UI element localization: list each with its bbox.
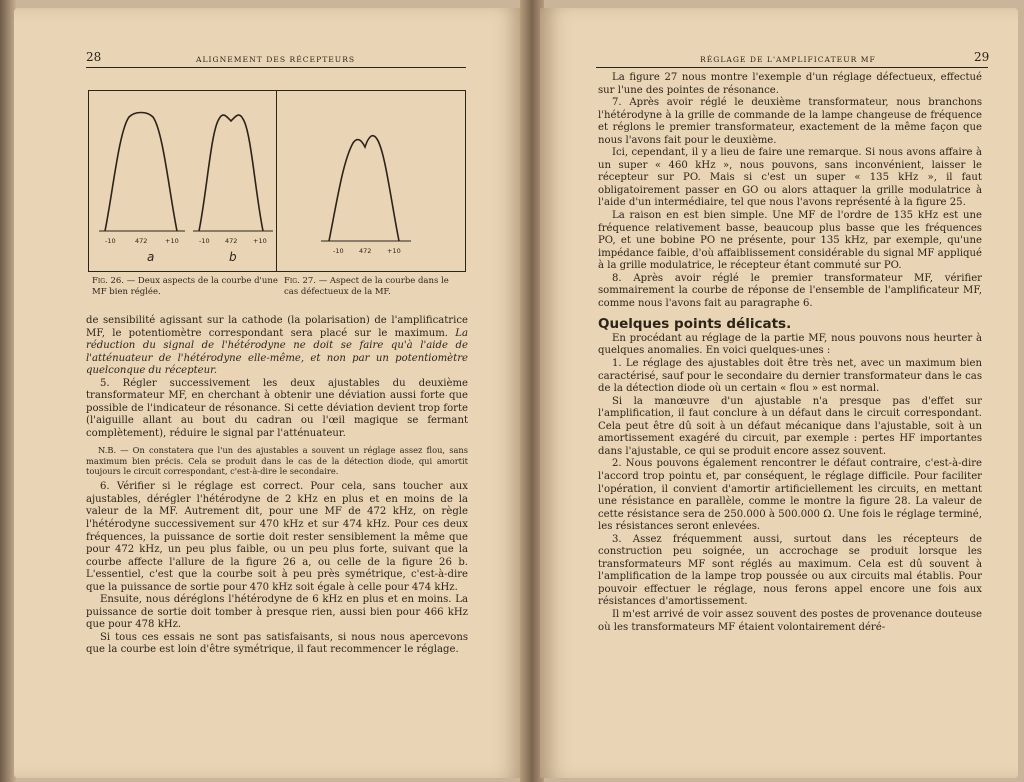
paragraph: La figure 27 nous montre l'exemple d'un réglage défectueux, effectué sur l'une des pointes de résonance. — [598, 72, 982, 96]
figure-27-caption — [284, 276, 464, 298]
page-number: 28 — [86, 50, 102, 64]
nb-note: N.B. — On constatera que l'un des ajustables a souvent un réglage assez flou, sans maximum bien précis. Cela se produit dans le cas de la détection diode, qui amortit toujours le circuit correspondant, c'est-à-dire le secondaire. — [86, 445, 468, 477]
header-rule — [596, 67, 988, 68]
curve-26a — [99, 113, 185, 232]
running-head: RÉGLAGE DE L'AMPLIFICATEUR MF — [700, 55, 876, 64]
axis-tick: 472 — [135, 237, 148, 245]
figure-26-caption — [92, 276, 278, 298]
caption-label: Fig. 27. — [284, 276, 316, 286]
axis-tick: 472 — [225, 237, 238, 245]
paragraph: Ici, cependant, il y a lieu de faire une remarque. Si nous avons affaire à un super « 460 kHz », nous pouvons, sans inconvénient, laisser le récepteur sur PO. Mais si c'est un super « 135 kHz », il faut obligatoirement passer en GO ou alors attaquer la grille modulatrice à l'aide d'un intermédiaire, tel que nous l'avons représenté à la figure 25. — [598, 147, 982, 209]
axis-tick: +10 — [253, 237, 267, 245]
italic-run: La réduction du signal de l'hétérodyne ne doit se faire qu'à l'aide de l'atténuateur de l'hétérodyne elle-même, et non par un potentiomètre quelconque du récepteur. — [86, 327, 468, 377]
paragraph: 7. Après avoir réglé le deuxième transformateur, nous branchons l'hétérodyne à la grille de commande de la lampe changeuse de fréquence et réglons le premier transformateur, exactement de la même façon que nous l'avons fait pour le deuxième. — [598, 97, 982, 146]
paragraph — [86, 315, 468, 378]
caption-text: — Aspect de la courbe dans le cas défectueux de la MF. — [284, 276, 449, 297]
axis-tick: -10 — [333, 247, 344, 255]
panel-a-label: a — [147, 250, 155, 264]
paragraph: 3. Assez fréquemment aussi, surtout dans les récepteurs de construction peu soignée, un accrochage se produit lorsque les transformateurs MF sont réglés au maximum. Cela est dû souvent à l'amplification de la lampe trop poussée ou aux circuits mal établis. Pour pouvoir effectuer le réglage, nous ferons appel encore une fois aux résistances d'amortissement. — [598, 533, 982, 608]
right-body-text — [598, 72, 982, 634]
section-heading: Quelques points délicats. — [598, 316, 792, 333]
paragraph: 6. Vérifier si le réglage est correct. Pour cela, sans toucher aux ajustables, dérégler l'hétérodyne de 2 kHz en plus et en moins de la valeur de la MF. Autrement dit, pour une MF de 472 kHz, on règle l'hétérodyne successivement sur 470 kHz et sur 474 kHz. Pour ces deux fréquences, la puissance de sortie doit rester sensiblement la même que pour 472 kHz, un peu plus faible, ou un peu plus forte, suivant que la courbe affecte l'allure de la figure 26 a, ou celle de la figure 26 b. L'essentiel, c'est que la courbe soit à peu près symétrique, c'est-à-dire que la puissance de sortie pour 470 kHz soit égale à celle pour 474 kHz. — [86, 481, 468, 593]
header-rule — [86, 67, 466, 68]
curve-26b — [193, 115, 273, 231]
paragraph: 2. Nous pouvons également rencontrer le défaut contraire, c'est-à-dire l'accord trop pointu et, par conséquent, le réglage difficile. Pour faciliter l'opération, il convient d'amortir artificiellement les circuits, en mettant une résistance en parallèle, comme le montre la figure 28. La valeur de cette résistance sera de 250.000 à 500.000 Ω. Une fois le réglage terminé, les résistances seront enlevées. — [598, 458, 982, 533]
paragraph: 1. Le réglage des ajustables doit être très net, avec un maximum bien caractérisé, sauf pour le secondaire du dernier transformateur dans le cas de la détection diode où un certain « flou » est normal. — [598, 358, 982, 395]
left-body-text — [86, 315, 468, 657]
panel-b-label: b — [229, 250, 237, 264]
caption-text: — Deux aspects de la courbe d'une MF bien réglée. — [92, 276, 278, 297]
curve-27 — [321, 136, 411, 241]
paragraph: En procédant au réglage de la partie MF, nous pouvons nous heurter à quelques anomalies. En voici quelques-unes : — [598, 332, 982, 357]
running-head: ALIGNEMENT DES RÉCEPTEURS — [196, 55, 356, 64]
axis-tick: +10 — [387, 247, 401, 255]
caption-label: Fig. 26. — [92, 276, 124, 286]
paragraph: Si tous ces essais ne sont pas satisfaisants, si nous nous apercevons que la courbe est loin d'être symétrique, il faut recommencer le réglage. — [86, 631, 468, 656]
right-page — [540, 8, 1018, 778]
paragraph: Ensuite, nous déréglons l'hétérodyne de 6 kHz en plus et en moins. La puissance de sortie doit tomber à presque rien, aussi bien pour 466 kHz que pour 478 kHz. — [86, 594, 468, 631]
axis-tick: -10 — [105, 237, 116, 245]
paragraph: Il m'est arrivé de voir assez souvent des postes de provenance douteuse où les transformateurs MF étaient volontairement déré- — [598, 608, 982, 633]
figure-drawing — [89, 91, 465, 271]
text-run: de sensibilité agissant sur la cathode (la polarisation) de l'amplificatrice MF, le potentiomètre correspondant sera placé sur le maximum. — [86, 315, 468, 339]
axis-tick: 472 — [359, 247, 372, 255]
axis-tick: -10 — [199, 237, 210, 245]
page-number: 29 — [974, 50, 990, 64]
paragraph: La raison en est bien simple. Une MF de l'ordre de 135 kHz est une fréquence relativement basse, beaucoup plus basse que les fréquences PO, et une bobine PO ne présente, pour 135 kHz, par exemple, qu'une impédance faible, d'où affaiblissement considérable du signal MF appliqué à la grille modulatrice, le récepteur étant commuté sur PO. — [598, 210, 982, 272]
paragraph: 8. Après avoir réglé le premier transformateur MF, vérifier sommairement la courbe de réponse de l'ensemble de l'amplificateur MF, comme nous l'avons fait au paragraphe 6. — [598, 272, 982, 309]
axis-tick: +10 — [165, 237, 179, 245]
paragraph: Si la manœuvre d'un ajustable n'a presque pas d'effet sur l'amplification, il faut conclure à un défaut dans le circuit correspondant. Cela peut être dû soit à un défaut mécanique dans l'ajustable, soit à un amortissement exagéré du circuit, par exemple : pertes HF importantes dans l'ajustable, ce qui se produit encore assez souvent. — [598, 395, 982, 457]
left-page — [14, 8, 524, 778]
figure-box — [88, 90, 466, 272]
paragraph: 5. Régler successivement les deux ajustables du deuxième transformateur MF, en cherchant à obtenir une déviation aussi forte que possible de l'indicateur de résonance. Si cette déviation devient trop forte (l'aiguille allant au bout du cadran ou l'œil magique se fermant complètement), réduire le signal par l'atténuateur. — [86, 377, 468, 439]
